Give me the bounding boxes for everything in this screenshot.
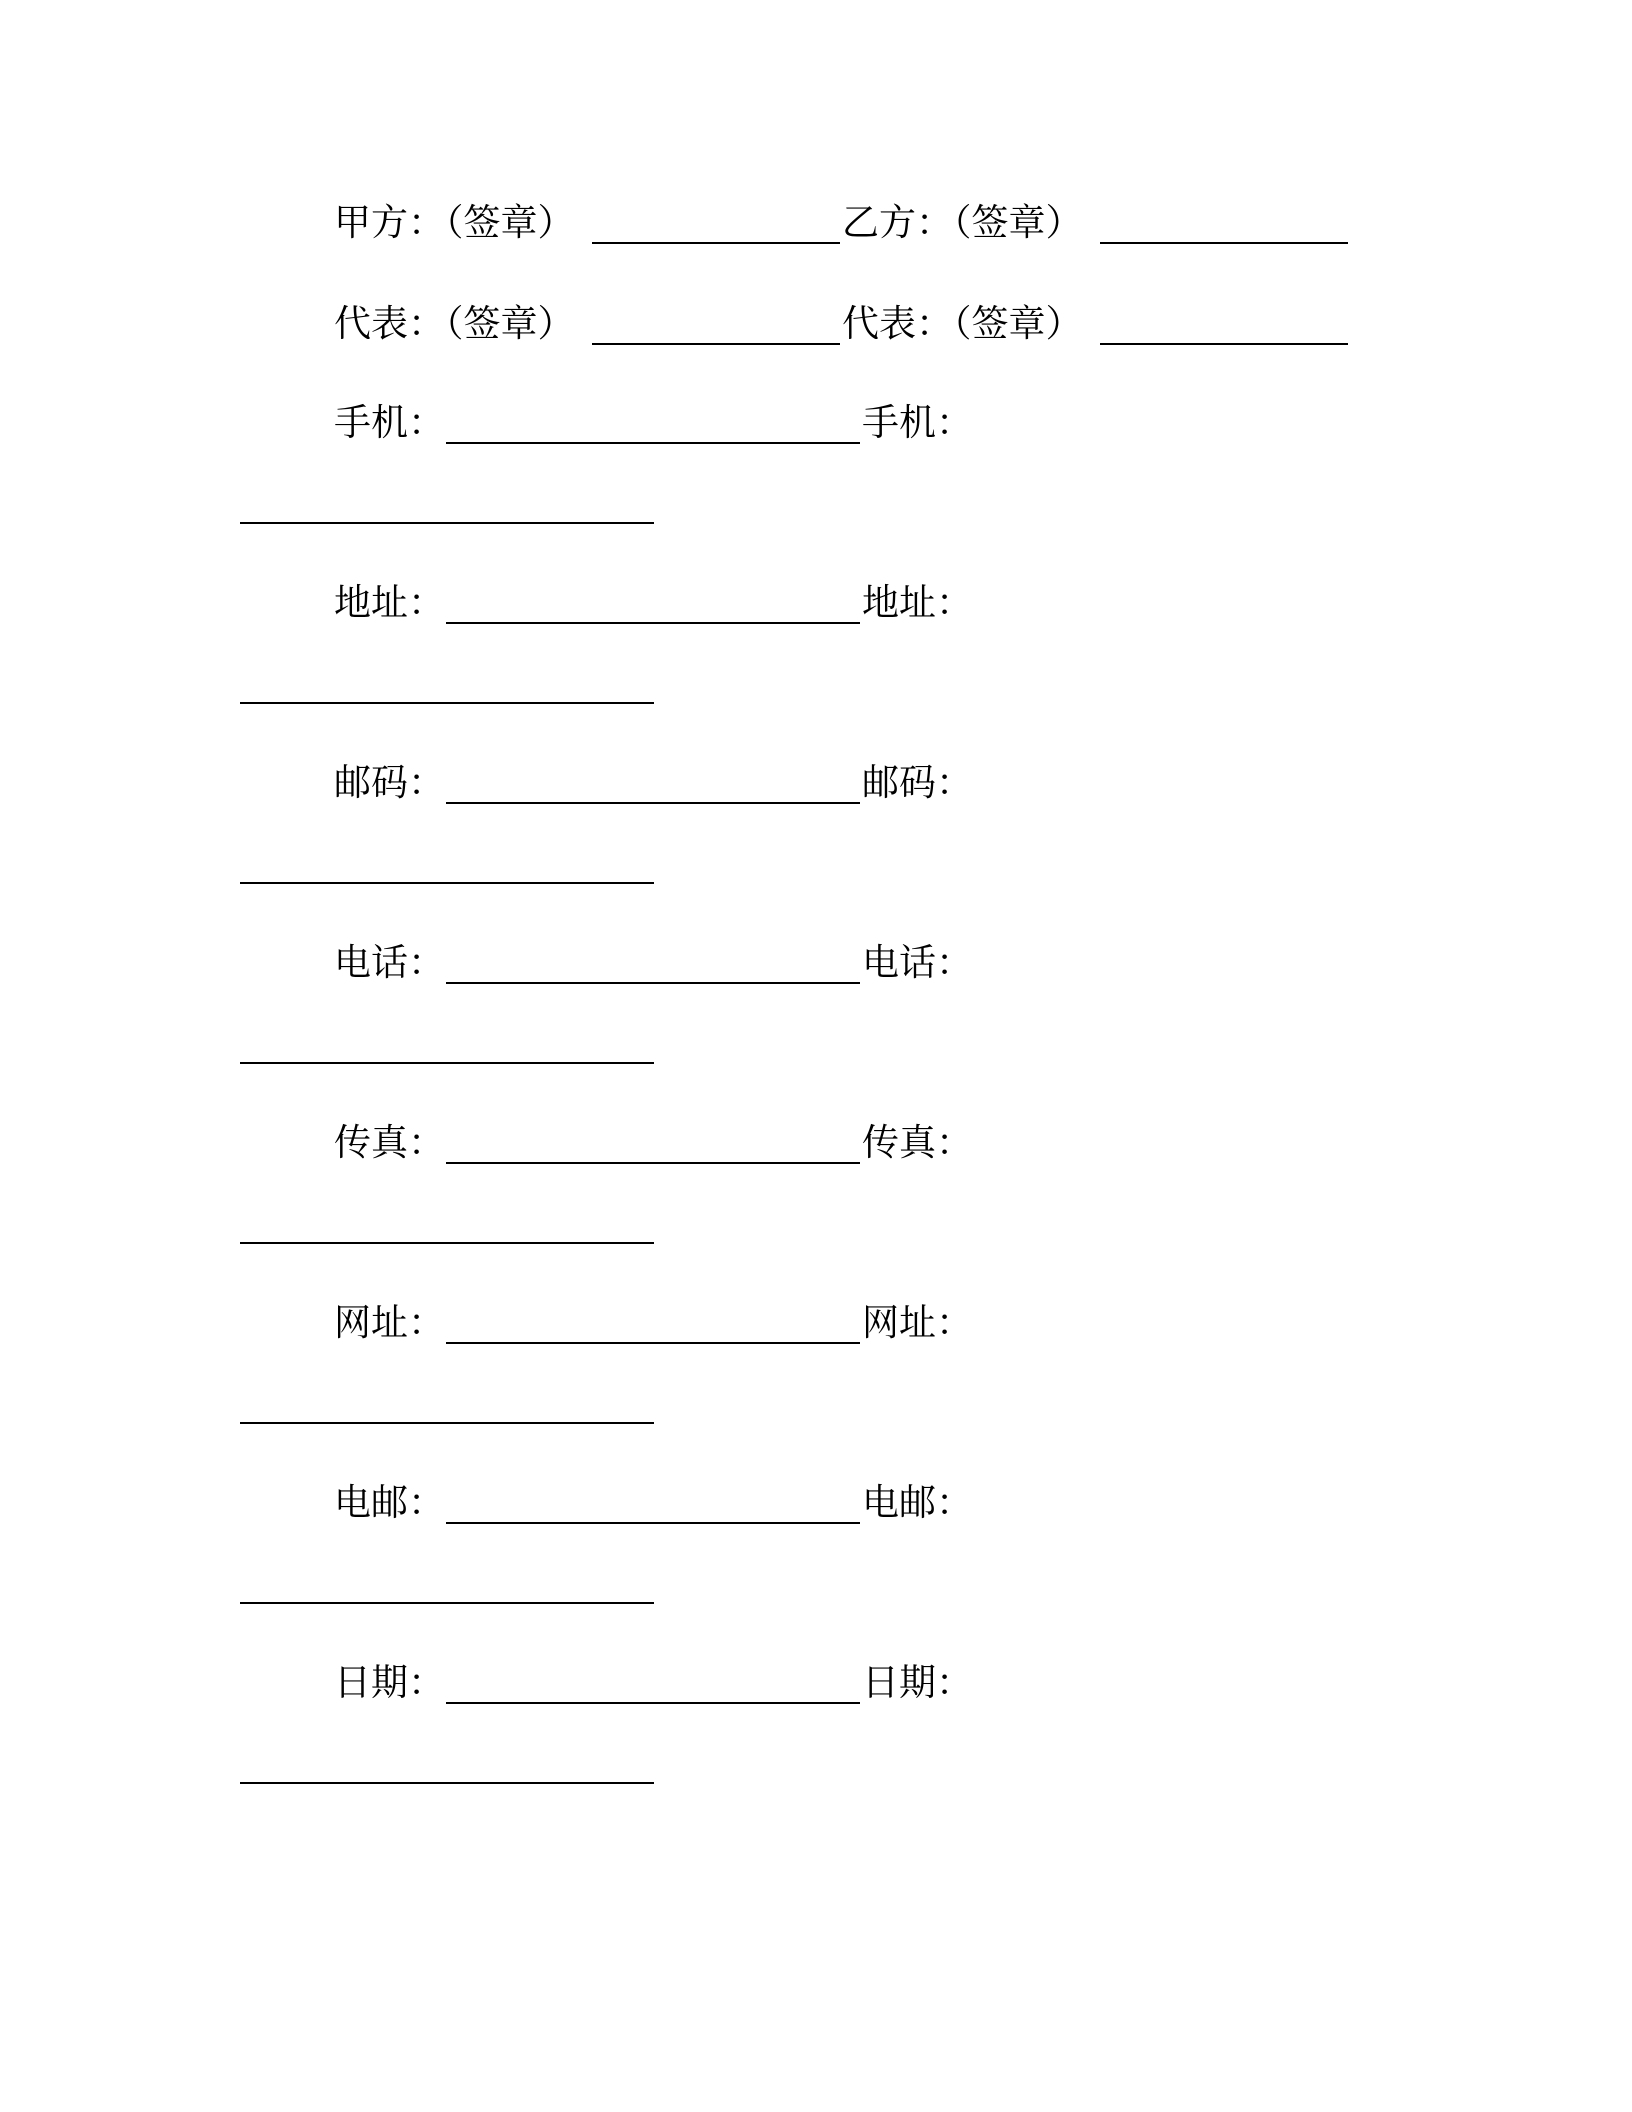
postcode-field-row <box>0 753 1632 813</box>
party-a-label: 甲方：（签章） <box>334 201 575 244</box>
party-a-fax-blank[interactable] <box>446 1162 860 1164</box>
party-a-postcode-blank[interactable] <box>446 802 860 804</box>
party-b-email-blank[interactable] <box>240 1602 654 1604</box>
party-b-fax-label: 传真： <box>862 1121 973 1164</box>
party-a-website-blank[interactable] <box>446 1342 860 1344</box>
party-b-phone-blank[interactable] <box>240 1062 654 1064</box>
party-signature-row <box>0 193 1632 253</box>
party-a-phone-label: 电话： <box>334 941 445 984</box>
party-b-address-label: 地址： <box>862 581 973 624</box>
party-b-phone-label: 电话： <box>862 941 973 984</box>
party-a-website-label: 网址： <box>334 1301 445 1344</box>
party-b-postcode-label: 邮码： <box>862 761 973 804</box>
party-a-postcode-label: 邮码： <box>334 761 445 804</box>
party-b-email-label: 电邮： <box>862 1481 973 1524</box>
party-a-mobile-blank[interactable] <box>446 442 860 444</box>
party-a-signature-blank[interactable] <box>592 242 840 244</box>
party-b-address-blank[interactable] <box>240 702 654 704</box>
party-b-label: 乙方：（签章） <box>842 201 1083 244</box>
party-a-representative-label: 代表：（签章） <box>334 302 575 345</box>
party-a-representative-blank[interactable] <box>592 343 840 345</box>
party-b-mobile-label: 手机： <box>862 401 973 444</box>
party-b-date-label: 日期： <box>862 1661 973 1704</box>
party-b-fax-blank[interactable] <box>240 1242 654 1244</box>
party-b-postcode-blank[interactable] <box>240 882 654 884</box>
party-a-address-blank[interactable] <box>446 622 860 624</box>
party-b-website-label: 网址： <box>862 1301 973 1344</box>
fax-field-row <box>0 1113 1632 1173</box>
date-field-row <box>0 1653 1632 1713</box>
party-a-email-blank[interactable] <box>446 1522 860 1524</box>
party-a-date-label: 日期： <box>334 1661 445 1704</box>
party-b-signature-blank[interactable] <box>1100 242 1348 244</box>
party-a-fax-label: 传真： <box>334 1121 445 1164</box>
party-b-representative-label: 代表：（签章） <box>842 302 1083 345</box>
party-b-mobile-blank[interactable] <box>240 522 654 524</box>
party-a-date-blank[interactable] <box>446 1702 860 1704</box>
mobile-field-row <box>0 393 1632 453</box>
phone-field-row <box>0 933 1632 993</box>
representative-signature-row <box>0 294 1632 354</box>
party-b-representative-blank[interactable] <box>1100 343 1348 345</box>
address-field-row <box>0 573 1632 633</box>
party-a-address-label: 地址： <box>334 581 445 624</box>
party-b-date-blank[interactable] <box>240 1782 654 1784</box>
party-a-mobile-label: 手机： <box>334 401 445 444</box>
website-field-row <box>0 1293 1632 1353</box>
party-a-phone-blank[interactable] <box>446 982 860 984</box>
email-field-row <box>0 1473 1632 1533</box>
party-a-email-label: 电邮： <box>334 1481 445 1524</box>
party-b-website-blank[interactable] <box>240 1422 654 1424</box>
